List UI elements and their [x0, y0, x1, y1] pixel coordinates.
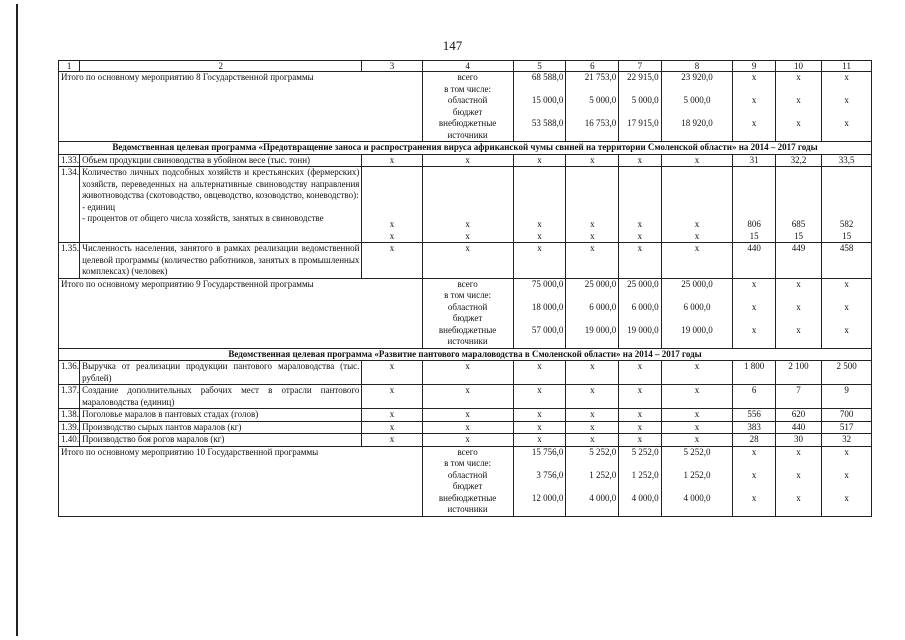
cell: 556 — [733, 409, 775, 422]
cell: x — [566, 243, 619, 279]
col-header: 9 — [733, 61, 775, 72]
table-row — [59, 361, 872, 385]
amount-col8: 5 252,0 1 252,0 4 000,0 — [661, 446, 733, 516]
cell: x — [513, 385, 566, 409]
cell: x — [566, 361, 619, 385]
cell: 440 — [733, 243, 775, 279]
cell: x — [362, 154, 422, 167]
cell: 517 — [822, 421, 872, 434]
cell: x — [422, 421, 513, 434]
value-col9: x x x — [733, 278, 775, 348]
table-row — [59, 167, 872, 243]
cell: x — [619, 421, 661, 434]
col-header: 11 — [822, 61, 872, 72]
cell: x x — [513, 167, 566, 243]
value-col9: x x x — [733, 446, 775, 516]
row-description: Выручка от реализации продукции пантового мараловодства (тыс. рублей) — [80, 361, 362, 385]
cell: x — [619, 154, 661, 167]
total-row-10 — [59, 446, 872, 516]
table-row — [59, 421, 872, 434]
cell: x — [362, 385, 422, 409]
cell: 700 — [822, 409, 872, 422]
cell: x — [619, 409, 661, 422]
funding-sources: всего в том числе: областной бюджет внебюджетные источники — [422, 72, 513, 142]
total-row-9 — [59, 278, 872, 348]
col-header: 5 — [513, 61, 566, 72]
cell: 2 100 — [775, 361, 822, 385]
table-row — [59, 409, 872, 422]
row-description: Численность населения, занятого в рамках реализации ведомственной целевой программы (количество работников, занятых в промышленных комплексах) (человек) — [80, 243, 362, 279]
cell: x — [362, 421, 422, 434]
cell: 449 — [775, 243, 822, 279]
cell: x — [619, 243, 661, 279]
row-description — [80, 167, 362, 243]
table-row — [59, 243, 872, 279]
row-description: Создание дополнительных рабочих мест в отрасли пантового мараловодства (единиц) — [80, 385, 362, 409]
cell: x — [362, 361, 422, 385]
cell: 806 15 — [733, 167, 775, 243]
amount-col7: 5 252,0 1 252,0 4 000,0 — [619, 446, 661, 516]
value-col10: x x x — [775, 72, 822, 142]
cell: 30 — [775, 434, 822, 447]
value-col11: x x x — [822, 278, 872, 348]
cell: 2 500 — [822, 361, 872, 385]
amount-col5: 75 000,0 18 000,0 57 000,0 — [513, 278, 566, 348]
row-sub-percent: - процентов от общего числа хозяйств, занятых в свиноводстве — [82, 213, 324, 223]
cell: 32,2 — [775, 154, 822, 167]
cell: x — [513, 434, 566, 447]
section-header-asf — [59, 142, 872, 155]
row-number: 1.33. — [59, 154, 80, 167]
cell: x x — [362, 167, 422, 243]
col-header: 7 — [619, 61, 661, 72]
cell: x — [619, 434, 661, 447]
value-col9: x x x — [733, 72, 775, 142]
value-col10: x x x — [775, 278, 822, 348]
total-label: Итого по основному мероприятию 8 Государственной программы — [59, 72, 423, 142]
cell: x — [566, 154, 619, 167]
cell: x x — [619, 167, 661, 243]
cell: 582 15 — [822, 167, 872, 243]
amount-col6: 21 753,0 5 000,0 16 753,0 — [566, 72, 619, 142]
row-description: Производство боя рогов маралов (кг) — [80, 434, 362, 447]
cell: x — [513, 409, 566, 422]
cell: x — [513, 154, 566, 167]
row-number: 1.37. — [59, 385, 80, 409]
row-number: 1.39. — [59, 421, 80, 434]
col-header: 4 — [422, 61, 513, 72]
row-description: Производство сырых пантов маралов (кг) — [80, 421, 362, 434]
data-table — [58, 60, 872, 517]
amount-col8: 25 000,0 6 000,0 19 000,0 — [661, 278, 733, 348]
value-col11: x x x — [822, 72, 872, 142]
cell: 685 15 — [775, 167, 822, 243]
section-header-maral — [59, 348, 872, 361]
col-header: 6 — [566, 61, 619, 72]
cell: x — [661, 434, 733, 447]
cell: x — [422, 361, 513, 385]
amount-col8: 23 920,0 5 000,0 18 920,0 — [661, 72, 733, 142]
section-title: Ведомственная целевая программа «Развитие пантового мараловодства в Смоленской области» на 2014 – 2017 годы — [59, 348, 872, 361]
row-sub-units: - единиц — [82, 201, 116, 212]
value-col11: x x x — [822, 446, 872, 516]
cell: x x — [661, 167, 733, 243]
cell: x — [422, 385, 513, 409]
amount-col7: 22 915,0 5 000,0 17 915,0 — [619, 72, 661, 142]
amount-col6: 5 252,0 1 252,0 4 000,0 — [566, 446, 619, 516]
amount-col5: 15 756,0 3 756,0 12 000,0 — [513, 446, 566, 516]
row-number: 1.40. — [59, 434, 80, 447]
total-row-8 — [59, 72, 872, 142]
cell: 458 — [822, 243, 872, 279]
cell: x — [566, 434, 619, 447]
cell: x — [513, 421, 566, 434]
amount-col6: 25 000,0 6 000,0 19 000,0 — [566, 278, 619, 348]
value-col10: x x x — [775, 446, 822, 516]
cell: x — [422, 434, 513, 447]
row-description: Объем продукции свиноводства в убойном весе (тыс. тонн) — [80, 154, 362, 167]
cell: x — [422, 154, 513, 167]
cell: x — [362, 434, 422, 447]
row-number: 1.36. — [59, 361, 80, 385]
cell: x — [661, 243, 733, 279]
cell: x — [661, 409, 733, 422]
table-row — [59, 385, 872, 409]
row-number: 1.35. — [59, 243, 80, 279]
cell: x x — [566, 167, 619, 243]
cell: 440 — [775, 421, 822, 434]
cell: x — [513, 243, 566, 279]
amount-col5: 68 588,0 15 000,0 53 588,0 — [513, 72, 566, 142]
cell: 383 — [733, 421, 775, 434]
cell: 620 — [775, 409, 822, 422]
row-number: 1.38. — [59, 409, 80, 422]
cell: 33,5 — [822, 154, 872, 167]
row-description: Поголовье маралов в пантовых стадах (голов) — [80, 409, 362, 422]
table-row — [59, 154, 872, 167]
cell: 9 — [822, 385, 872, 409]
page-edge-line — [16, 4, 18, 636]
amount-col7: 25 000,0 6 000,0 19 000,0 — [619, 278, 661, 348]
cell: 6 — [733, 385, 775, 409]
cell: x — [661, 154, 733, 167]
total-label: Итого по основному мероприятию 9 Государственной программы — [59, 278, 423, 348]
cell: 1 800 — [733, 361, 775, 385]
cell: x — [566, 385, 619, 409]
cell: x — [566, 421, 619, 434]
cell: 28 — [733, 434, 775, 447]
cell: 7 — [775, 385, 822, 409]
cell: x — [362, 243, 422, 279]
cell: 32 — [822, 434, 872, 447]
page-number: 147 — [442, 38, 463, 53]
funding-sources: всего в том числе: областной бюджет внебюджетные источники — [422, 446, 513, 516]
funding-sources: всего в том числе: областной бюджет внебюджетные источники — [422, 278, 513, 348]
col-header: 1 — [59, 61, 80, 72]
cell: x — [422, 409, 513, 422]
column-number-row — [59, 61, 872, 72]
col-header: 8 — [661, 61, 733, 72]
cell: x — [661, 361, 733, 385]
cell: x — [513, 361, 566, 385]
total-label: Итого по основному мероприятию 10 Государственной программы — [59, 446, 423, 516]
section-title: Ведомственная целевая программа «Предотвращение заноса и распространения вируса африканской чумы свиней на территории Смоленской области» на 2014 – 2017 годы — [59, 142, 872, 155]
col-header: 2 — [80, 61, 362, 72]
col-header: 3 — [362, 61, 422, 72]
row-number: 1.34. — [59, 167, 80, 243]
cell: x — [362, 409, 422, 422]
cell: x — [661, 421, 733, 434]
cell: x x — [422, 167, 513, 243]
cell: x — [566, 409, 619, 422]
table-row — [59, 434, 872, 447]
cell: x — [422, 243, 513, 279]
cell: x — [661, 385, 733, 409]
cell: x — [619, 361, 661, 385]
cell: x — [619, 385, 661, 409]
cell: 31 — [733, 154, 775, 167]
row-main-text: Количество личных подсобных хозяйств и крестьянских (фермерских) хозяйств, переведенных на альтернативные свиноводству направления животноводства (скотоводство, овцеводство, козоводство, коневодство): — [82, 167, 360, 200]
col-header: 10 — [775, 61, 822, 72]
